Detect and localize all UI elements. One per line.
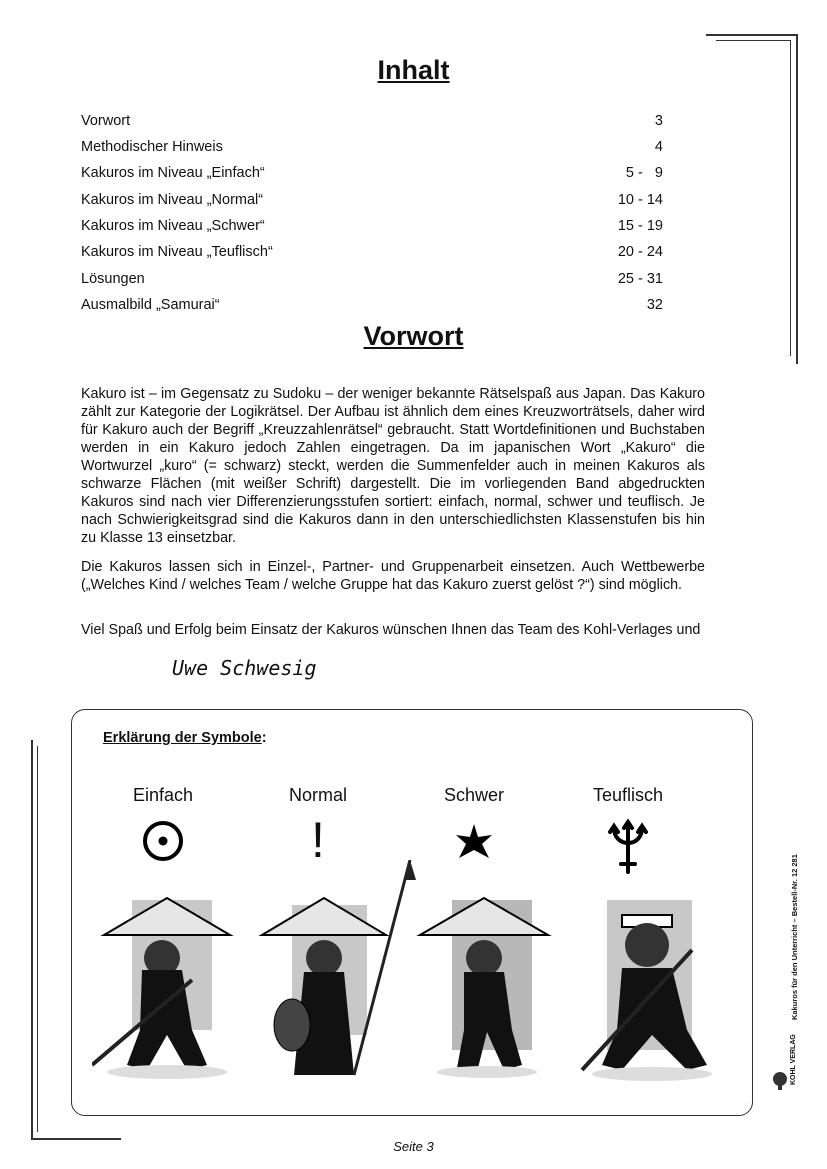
symbol-label-schwer: Schwer	[443, 785, 505, 805]
ninja-teuflisch	[582, 915, 712, 1081]
top-frame-line	[706, 34, 796, 36]
signature: Uwe Schwesig	[172, 656, 317, 680]
publisher-logo	[772, 1034, 797, 1090]
toc-page: 20 - 24	[617, 244, 663, 260]
ninja-illustrations	[92, 860, 732, 1110]
toc-title: Inhalt	[377, 55, 450, 85]
symbols-heading-colon: :	[261, 730, 267, 746]
left-frame-line-inner	[37, 746, 38, 1132]
side-order-text: Kakuros für den Unterricht – Bestell-Nr. 12 281	[790, 854, 799, 1020]
toc-row	[81, 192, 663, 212]
symbols-heading-text: Erklärung der Symbole	[103, 730, 262, 746]
left-frame-line	[31, 740, 33, 1138]
toc-row	[81, 218, 663, 238]
toc-page: 32	[646, 297, 663, 313]
toc-label: Kakuros im Niveau „Teuflisch“	[81, 244, 273, 260]
preface-title: Vorwort	[363, 321, 464, 351]
symbol-label-normal: Normal	[288, 785, 347, 805]
toc-row	[81, 165, 663, 185]
symbols-box	[71, 709, 753, 1116]
toc-page: 15 - 19	[617, 218, 663, 234]
toc-label: Kakuros im Niveau „Einfach“	[81, 165, 265, 181]
circle-dot-svg	[140, 818, 186, 864]
toc-page: 3	[654, 113, 663, 129]
toc-row	[81, 139, 663, 159]
toc-page: 25 - 31	[617, 271, 663, 287]
symbol-label-teuflisch: Teuflisch	[592, 785, 664, 805]
toc-label: Vorwort	[81, 113, 131, 129]
preface-paragraph: Die Kakuros lassen sich in Einzel-, Partner- und Gruppenarbeit einsetzen. Auch Wettbewerbe („Welches Kind / welches Team / welche Gruppe hat das Kakuro zuerst gelöst ?“) sind möglich.	[81, 559, 705, 593]
publisher-name: KOHL VERLAG	[790, 1034, 797, 1085]
toc-label: Ausmalbild „Samurai“	[81, 297, 220, 313]
toc-row	[81, 271, 663, 291]
toc-row	[81, 113, 663, 133]
toc-label: Methodischer Hinweis	[81, 139, 223, 155]
top-frame-line-inner	[716, 40, 790, 41]
toc-label: Lösungen	[81, 271, 145, 287]
page-number: Seite 3	[393, 1139, 434, 1154]
ninja-normal	[262, 860, 416, 1075]
symbol-label-einfach: Einfach	[132, 785, 194, 805]
toc-page: 4	[654, 139, 663, 155]
symbols-heading	[103, 730, 267, 746]
exclamation-icon: !	[311, 812, 325, 868]
toc-row	[81, 297, 663, 317]
toc-label: Kakuros im Niveau „Normal“	[81, 192, 264, 208]
preface-paragraph: Kakuro ist – im Gegensatz zu Sudoku – der weniger bekannte Rätselspaß aus Japan. Das Kakuro zählt zur Kategorie der Logikrätsel. Der Aufbau ist ähnlich dem eines Kreuzworträtsels, daher wird für Kakuro auch der Begriff „Kreuzzahlenrätsel“ gebraucht. Statt Wortdefinitionen und Buchstaben werden in ein Kakuro jedoch Zahlen eingetragen. Da im japanischen Wort „Kakuro“ die Wortwurzel „kuro“ (= schwarz) steckt, werden die Summenfelder auch in meinen Kakuros als schwarze Flächen (mit weißer Schrift) dargestellt. Die im vorliegenden Band abgedruckten Kakuros sind nach vier Differenzierungsstufen sortiert: einfach, normal, schwer und teuflisch. Je nach Schwierigkeitsgrad sind die Kakuros dann in den unterschiedlichsten Klassenstufen bis hin zu Klasse 13 einsetzbar.	[81, 386, 705, 546]
right-frame-line-inner	[790, 40, 791, 356]
toc-row	[81, 244, 663, 264]
star-svg	[453, 822, 495, 864]
toc-page: 5 - 9	[625, 165, 663, 181]
preface-paragraph: Viel Spaß und Erfolg beim Einsatz der Kakuros wünschen Ihnen das Team des Kohl-Verlages und	[81, 622, 701, 638]
toc-page: 10 - 14	[617, 192, 663, 208]
toc-label: Kakuros im Niveau „Schwer“	[81, 218, 265, 234]
